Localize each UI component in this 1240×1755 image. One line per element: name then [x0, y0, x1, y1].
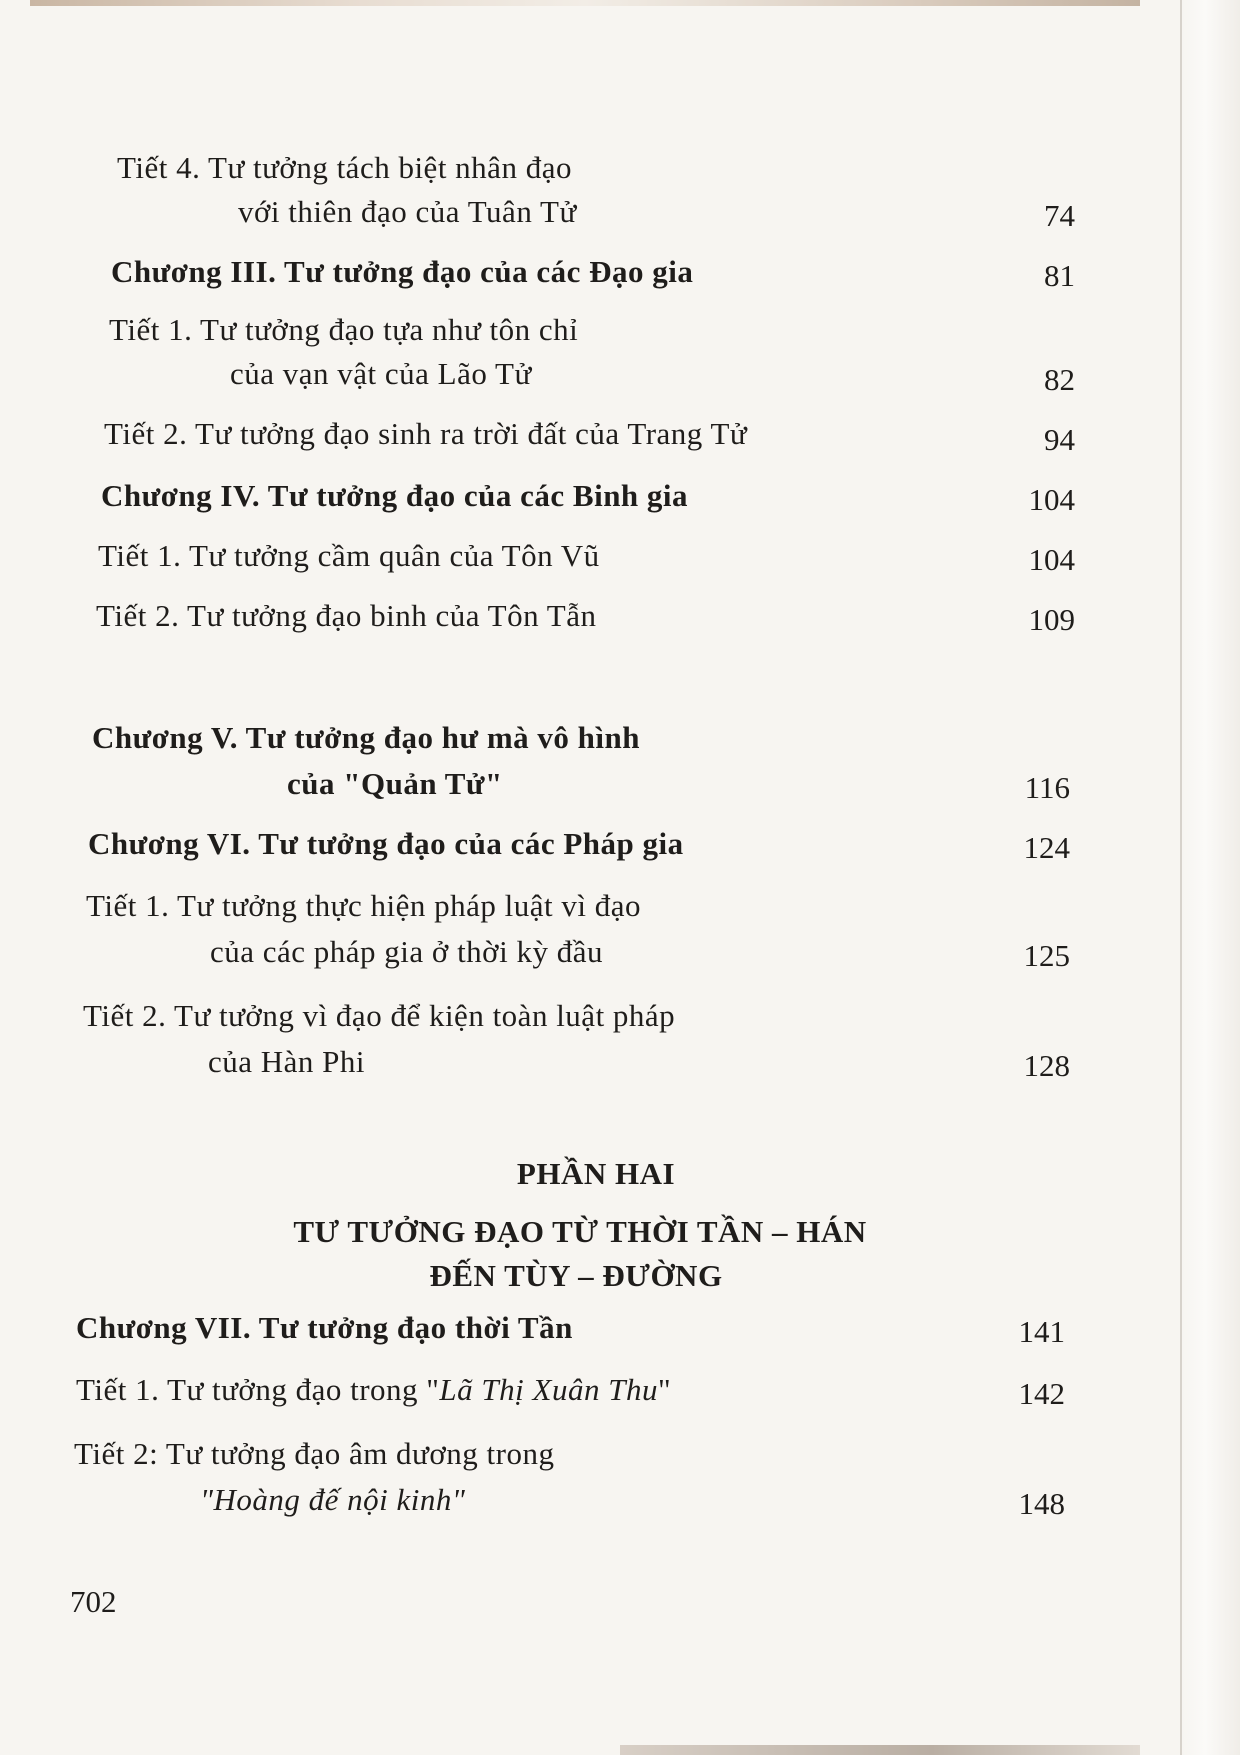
toc-page-number: 116 [1024, 770, 1070, 805]
toc-page-number: 148 [1018, 1486, 1065, 1521]
part-label: PHẦN HAI [516, 1156, 676, 1191]
toc-page-number: 104 [1028, 542, 1075, 577]
toc-entry-text: Tiết 1. Tư tưởng đạo trong " [76, 1372, 440, 1407]
toc-page-number: 81 [1044, 258, 1075, 293]
page-right-edge [1180, 0, 1240, 1755]
toc-entry-line: Tiết 2. Tư tưởng đạo binh của Tôn Tẫn [96, 598, 597, 633]
toc-page-number: 128 [1023, 1048, 1070, 1083]
page-bottom-edge [620, 1745, 1140, 1755]
toc-entry-line: Tiết 4. Tư tưởng tách biệt nhân đạo [117, 150, 572, 185]
book-title: Lã Thị Xuân Thu [439, 1372, 658, 1407]
toc-page-number: 82 [1044, 362, 1075, 397]
toc-entry-line: của các pháp gia ở thời kỳ đầu [210, 934, 603, 969]
toc-chapter-line: Chương VII. Tư tưởng đạo thời Tần [76, 1310, 573, 1345]
toc-page-number: 125 [1023, 938, 1070, 973]
toc-entry-line: của Hàn Phi [208, 1044, 366, 1079]
toc-entry-text: " [657, 1372, 672, 1407]
toc-chapter-line: Chương V. Tư tưởng đạo hư mà vô hình [92, 720, 641, 755]
toc-entry-line: với thiên đạo của Tuân Tử [238, 194, 577, 229]
toc-entry-line: Tiết 1. Tư tưởng thực hiện pháp luật vì đạo [86, 888, 641, 923]
toc-page-number: 109 [1028, 602, 1075, 637]
toc-entry-line [76, 1368, 671, 1412]
toc-entry-line: Tiết 2. Tư tưởng vì đạo để kiện toàn luật pháp [83, 998, 676, 1033]
toc-chapter-line: của "Quản Tử" [287, 766, 503, 801]
toc-entry-line: của vạn vật của Lão Tử [230, 356, 532, 391]
toc-entry-line: "Hoàng đế nội kinh" [200, 1482, 466, 1517]
toc-entry-line: Tiết 1. Tư tưởng cầm quân của Tôn Vũ [98, 538, 600, 573]
toc-page-number: 142 [1018, 1376, 1065, 1411]
toc-chapter-line: Chương VI. Tư tưởng đạo của các Pháp gia [88, 826, 684, 861]
toc-entry-line: Tiết 2: Tư tưởng đạo âm dương trong [74, 1436, 555, 1471]
toc-chapter-line: Chương III. Tư tưởng đạo của các Đạo gia [111, 254, 694, 289]
toc-page-number: 74 [1044, 198, 1075, 233]
part-title: ĐẾN TÙY – ĐƯỜNG [429, 1258, 723, 1293]
toc-chapter-line: Chương IV. Tư tưởng đạo của các Binh gia [101, 478, 689, 513]
toc-page-number: 141 [1018, 1314, 1065, 1349]
page-number: 702 [70, 1584, 117, 1619]
toc-entry-line: Tiết 2. Tư tưởng đạo sinh ra trời đất của Trang Tử [104, 416, 748, 451]
toc-page-number: 94 [1044, 422, 1075, 457]
toc-page-number: 124 [1023, 830, 1070, 865]
toc-entry-line: Tiết 1. Tư tưởng đạo tựa như tôn chỉ [109, 312, 579, 347]
page-top-edge [30, 0, 1140, 6]
toc-page-number: 104 [1028, 482, 1075, 517]
part-title: TƯ TƯỞNG ĐẠO TỪ THỜI TẦN – HÁN [293, 1214, 867, 1249]
